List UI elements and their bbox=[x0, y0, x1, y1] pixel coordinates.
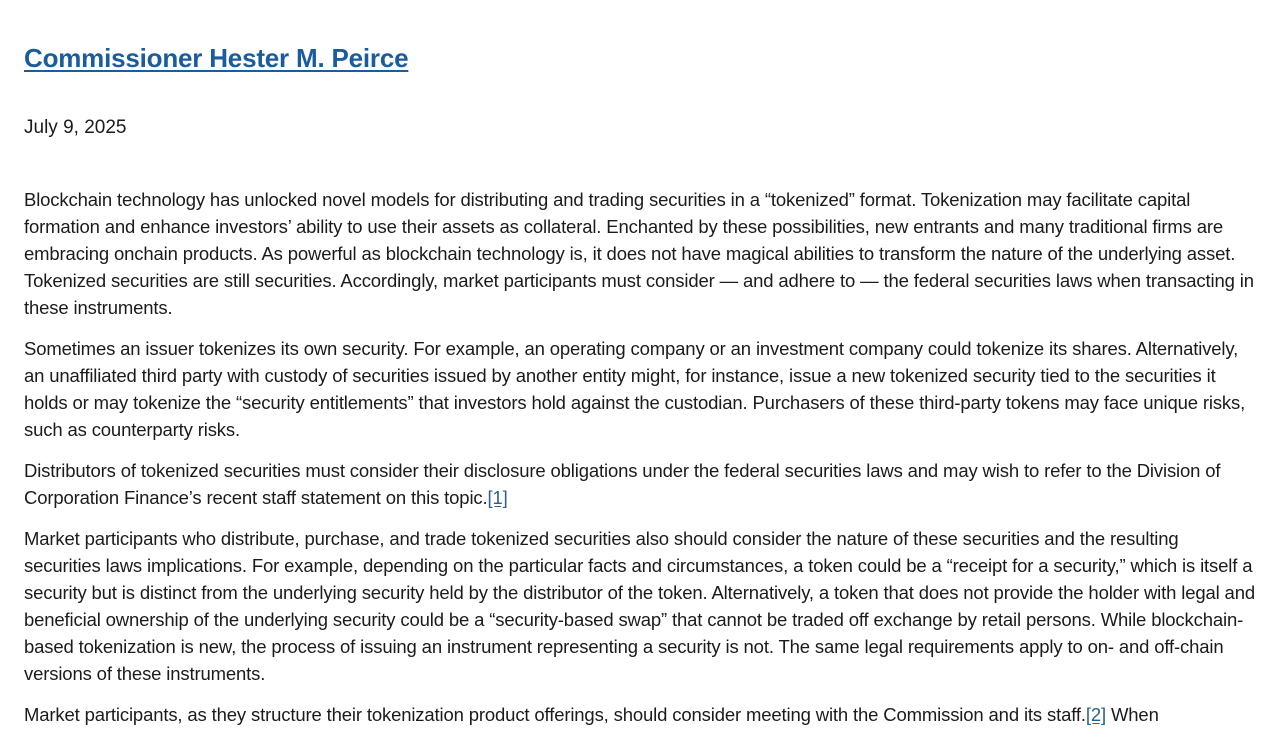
paragraph bbox=[24, 457, 1256, 511]
paragraph-text: Distributors of tokenized securities must consider their disclosure obligations under the federal securities laws and may wish to refer to the Division of Corporation Finance’s recent staff statement on this topic. bbox=[24, 460, 1221, 508]
paragraph bbox=[24, 186, 1256, 321]
paragraph-text: Blockchain technology has unlocked novel models for distributing and trading securities in a “tokenized” format. Tokenization may facilitate capital formation and enhance investors’ ability to use their assets as collateral. Enchanted by these possibilities, new entrants and many traditional firms are embracing onchain products. As powerful as blockchain technology is, it does not have magical abilities to transform the nature of the underlying asset. Tokenized securities are still securities. Accordingly, market participants must consider — and adhere to — the federal securities laws when transacting in these instruments. bbox=[24, 189, 1254, 318]
paragraph-text-continued: When bbox=[1105, 704, 1159, 725]
author-link[interactable]: Commissioner Hester M. Peirce bbox=[24, 43, 409, 73]
statement-body bbox=[24, 186, 1256, 728]
footnote-link-2[interactable]: [2] bbox=[1085, 704, 1106, 725]
publish-date: July 9, 2025 bbox=[24, 117, 127, 138]
statement-page bbox=[24, 0, 1256, 742]
paragraph bbox=[24, 525, 1256, 687]
paragraph-text: Market participants who distribute, purchase, and trade tokenized securities also should consider the nature of these securities and the resulting securities laws implications. For example, depending on the particular facts and circumstances, a token could be a “receipt for a security,” which is itself a security but is distinct from the underlying security held by the distributor of the token. Alternatively, a token that does not provide the holder with legal and beneficial ownership of the underlying security could be a “security-based swap” that cannot be traded off exchange by retail persons. While blockchain-based tokenization is new, the process of issuing an instrument representing a security is not. The same legal requirements apply to on- and off-chain versions of these instruments. bbox=[24, 528, 1255, 684]
paragraph bbox=[24, 701, 1256, 728]
paragraph bbox=[24, 335, 1256, 443]
paragraph-text: Sometimes an issuer tokenizes its own security. For example, an operating company or an investment company could tokenize its shares. Alternatively, an unaffiliated third party with custody of securities issued by another entity might, for instance, issue a new tokenized security tied to the securities it holds or may tokenize the “security entitlements” that investors hold against the custodian. Purchasers of these third-party tokens may face unique risks, such as counterparty risks. bbox=[24, 338, 1246, 440]
paragraph-text: Market participants, as they structure their tokenization product offerings, should consider meeting with the Commission and its staff. bbox=[24, 704, 1086, 725]
footnote-link-1[interactable]: [1] bbox=[487, 487, 508, 508]
